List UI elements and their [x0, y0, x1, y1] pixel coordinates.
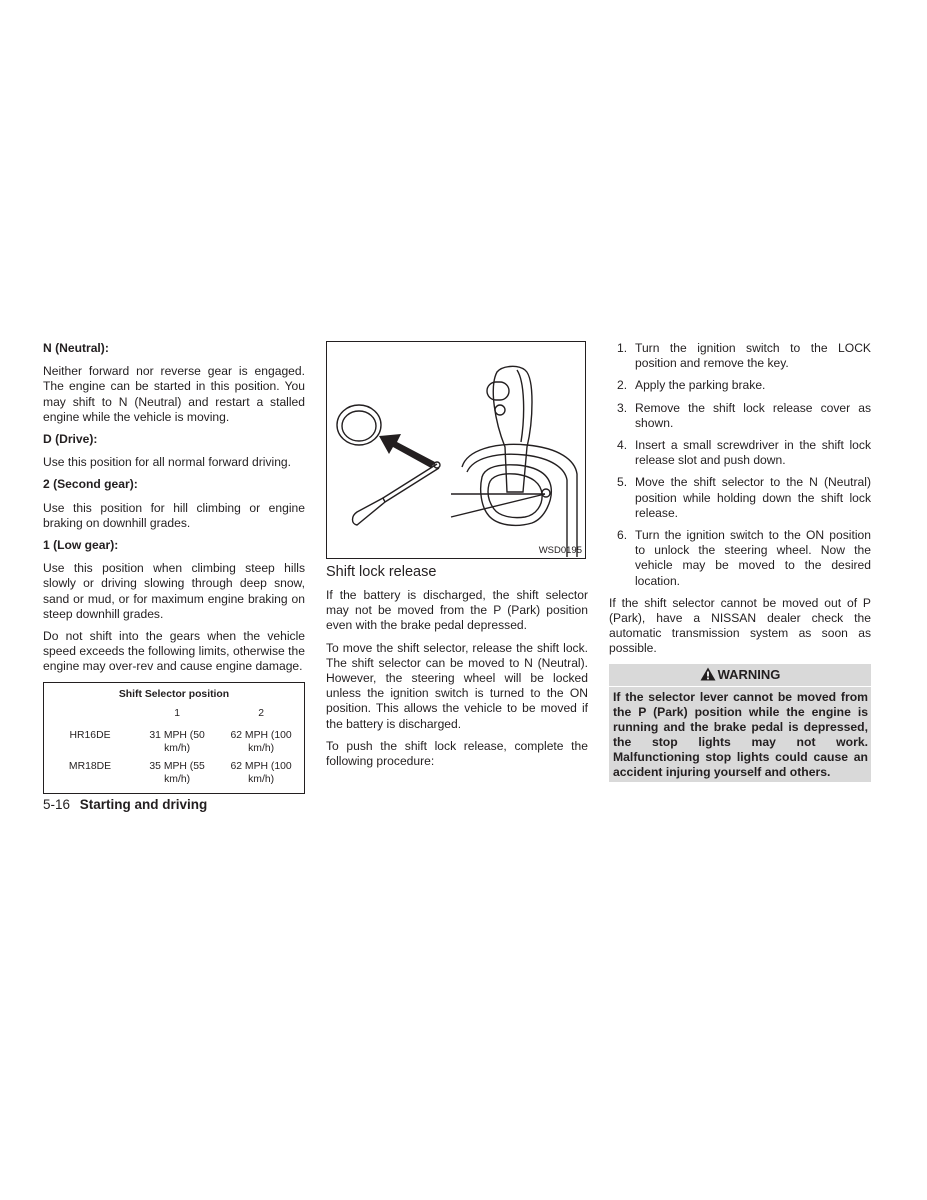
- left-column: [43, 341, 305, 794]
- warning-text: If the selector lever cannot be moved from the P (Park) position while the engine is running and the brake pedal is depressed, the stop lights may not work. Malfunctioning stop lights could cause an accident injuring yourself and others.: [613, 689, 868, 779]
- table-header-cell: 2: [258, 708, 264, 720]
- neutral-heading: N (Neutral):: [43, 341, 109, 355]
- dealer-check-text: If the shift selector cannot be moved out of P (Park), have a NISSAN dealer check the automatic transmission system as soon as possible.: [609, 595, 871, 656]
- shift-lock-para-1: If the battery is discharged, the shift selector may not be moved from the P (Park) position even with the brake pedal depressed.: [326, 588, 588, 633]
- step-number: 4.: [617, 438, 628, 453]
- low-gear-text: Use this position when climbing steep hills slowly or driving slowing through deep snow, sand or mud, or for maximum engine braking on steep downhill grades.: [43, 561, 305, 621]
- step-text: Insert a small screwdriver in the shift lock release slot and push down.: [635, 438, 871, 468]
- speed-limits-text: Do not shift into the gears when the vehicle speed exceeds the following limits, otherwise the engine may over-rev and cause engine damage.: [43, 629, 305, 674]
- table-cell: HR16DE: [69, 729, 111, 741]
- step-number: 2.: [617, 378, 628, 393]
- low-gear-heading: 1 (Low gear):: [43, 538, 119, 553]
- speed-limit-table: [43, 682, 305, 794]
- procedure-steps: [609, 341, 871, 589]
- shift-lock-para-2: To move the shift selector, release the shift lock. The shift selector can be moved to N (Neutral). However, the steering wheel will be locked unless the ignition switch is turned to the ON position. This allows the vehicle to be moved if the battery is discharged.: [326, 640, 588, 731]
- second-gear-heading: 2 (Second gear):: [43, 477, 138, 492]
- step-text: Apply the parking brake.: [635, 378, 766, 393]
- arrow-icon: [379, 434, 435, 468]
- table-header-row: [44, 704, 305, 727]
- table-cell: 62 MPH (100 km/h): [230, 760, 292, 786]
- middle-column: [326, 341, 588, 776]
- step-number: 6.: [617, 528, 628, 543]
- step-number: 5.: [617, 475, 628, 490]
- right-column: [609, 341, 871, 782]
- list-item: [609, 378, 871, 393]
- step-text: Turn the ignition switch to the ON position to unlock the steering wheel. Now the vehicle may be moved to the desired location.: [635, 528, 871, 588]
- table-cell: 35 MPH (55 km/h): [149, 760, 205, 786]
- step-number: 3.: [617, 400, 628, 415]
- list-item: [609, 528, 871, 589]
- page-footer: [43, 797, 207, 813]
- table-title: Shift Selector position: [118, 688, 230, 700]
- step-number: 1.: [617, 341, 628, 355]
- table-row: [44, 758, 305, 794]
- list-item: [609, 438, 871, 468]
- table-header-cell: [44, 704, 137, 727]
- section-name: Starting and driving: [79, 797, 208, 812]
- warning-box: [609, 664, 871, 782]
- table-row: [44, 727, 305, 758]
- step-text: Turn the ignition switch to the LOCK position and remove the key.: [635, 341, 871, 371]
- shift-knob-shape: [493, 366, 532, 492]
- drive-text: Use this position for all normal forward driving.: [43, 455, 292, 470]
- page-number: 5-16: [43, 797, 71, 812]
- step-text: Remove the shift lock release cover as shown.: [635, 400, 871, 430]
- neutral-text: Neither forward nor reverse gear is engaged. The engine can be started in this position. You may shift to N (Neutral) and restart a stalled engine while the vehicle is moving.: [43, 364, 305, 424]
- shift-lock-illustration: [326, 341, 586, 559]
- step-text: Move the shift selector to the N (Neutral) position while holding down the shift lock release.: [635, 475, 871, 520]
- table-header-cell: 1: [174, 708, 180, 720]
- table-cell: 31 MPH (50 km/h): [149, 729, 205, 755]
- list-item: [609, 401, 871, 431]
- list-item: [609, 341, 871, 371]
- second-gear-text: Use this position for hill climbing or engine braking on downhill grades.: [43, 500, 305, 530]
- warning-header: [609, 664, 871, 687]
- warning-triangle-icon: [700, 667, 716, 681]
- warning-title: WARNING: [717, 666, 781, 682]
- shift-lock-para-3: To push the shift lock release, complete the following procedure:: [326, 738, 588, 769]
- shift-lever-drawing: [327, 342, 584, 557]
- list-item: [609, 475, 871, 521]
- figure-code: WSD0195: [538, 545, 582, 556]
- section-title: Shift lock release: [326, 564, 437, 580]
- table-cell: MR18DE: [68, 760, 112, 772]
- drive-heading: D (Drive):: [43, 432, 98, 447]
- table-cell: 62 MPH (100 km/h): [230, 729, 292, 755]
